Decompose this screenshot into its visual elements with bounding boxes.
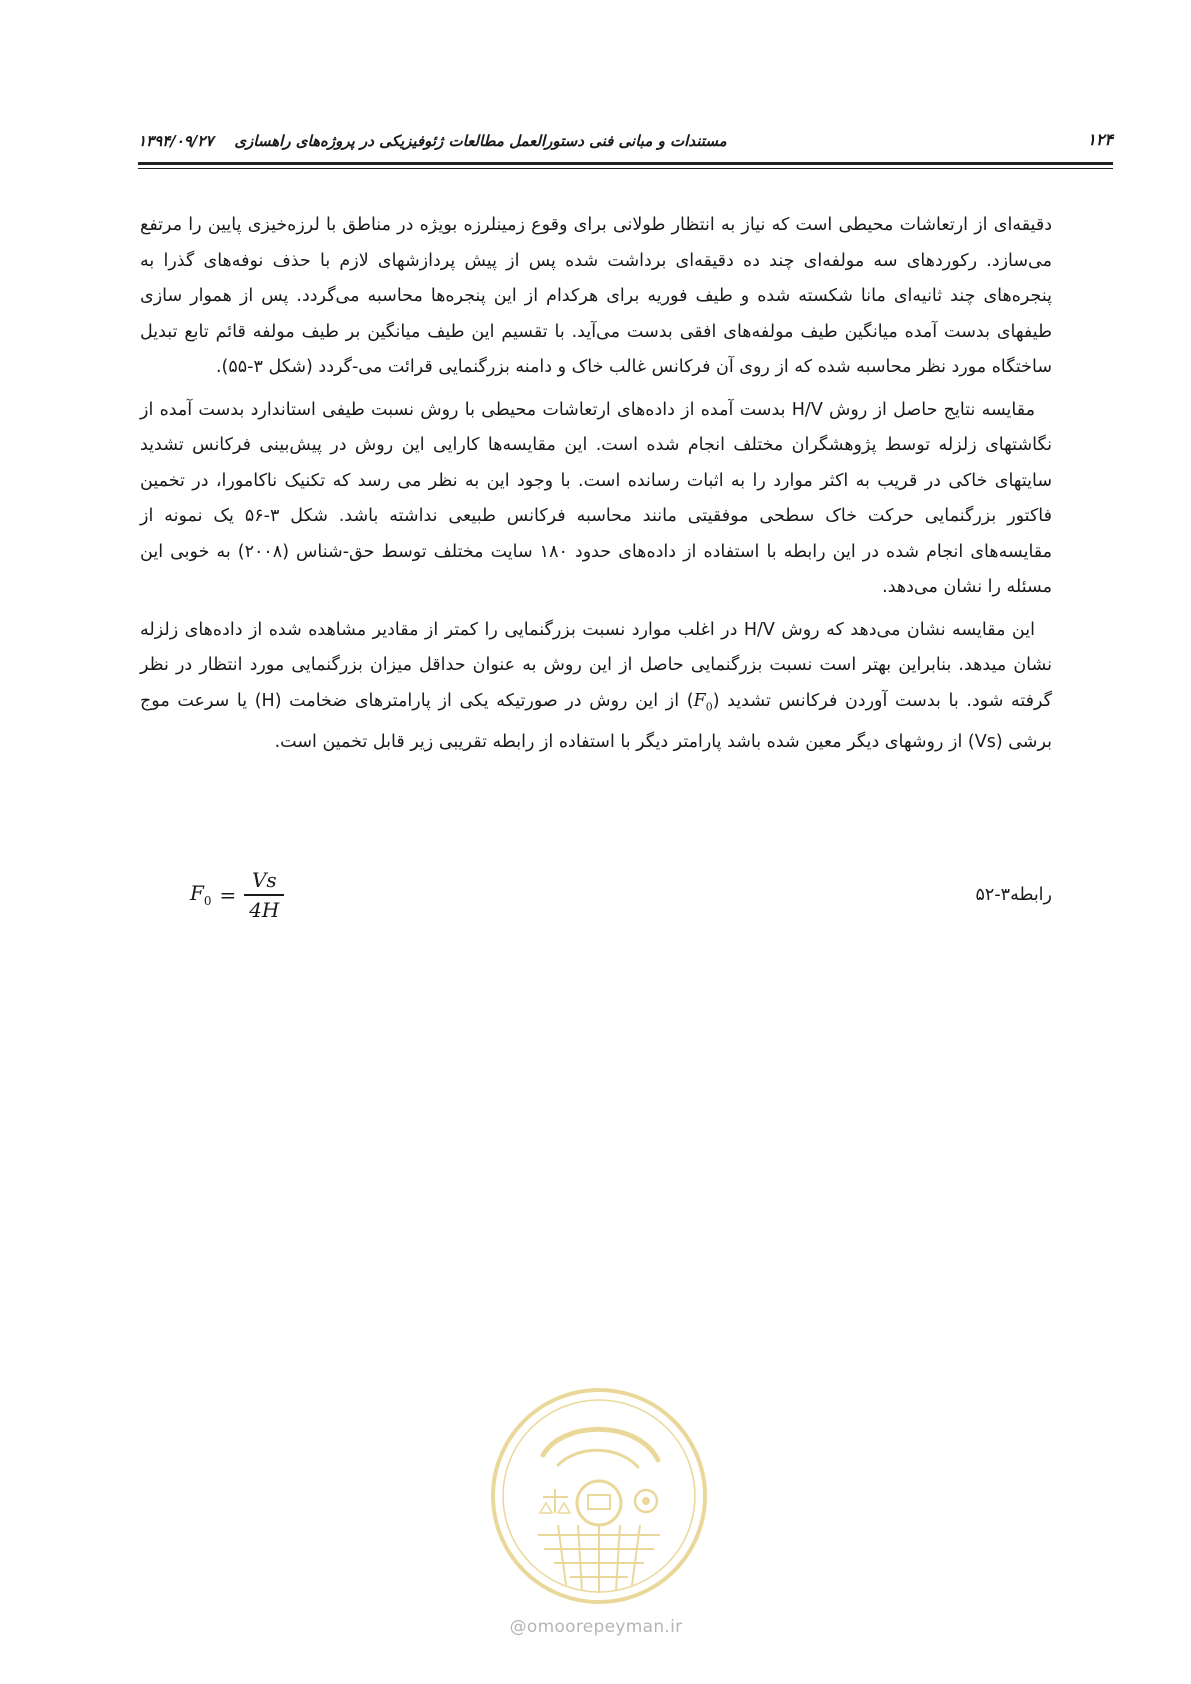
watermark-url [486,1617,706,1637]
equation-fraction [244,868,284,922]
header-rule-thick [138,162,1113,165]
equation-lhs-sub: 0 [203,894,212,909]
paragraph-3 [140,613,1052,761]
page-number: ۱۲۴ [1087,130,1113,149]
paragraph-3-part-2: ) از این روش در صورتیکه یکی از پارامترهای ضخامت (H) یا سرعت موج برشی (Vs) از روشهای دیگر معین شده باشد پارامتر دیگر با استفاده از رابطه تقریبی زیر قابل تخمین است. [140,690,1052,752]
header-title [138,132,727,150]
equation-lhs [190,881,212,908]
equation-numerator: Vs [251,868,277,892]
watermark-url-text: omoorepeyman.ir [526,1617,683,1637]
header-rule-thin [138,168,1113,169]
paragraph-1: دقیقه‌ای از ارتعاشات محیطی است که نیاز به انتظار طولانی برای وقوع زمینلرزه بویژه در مناطق با لرزه‌خیزی پایین را مرتفع می‌سازد. رکوردهای سه مولفه‌ای چند ده دقیقه‌ای برداشت شده پس از پیش پردازشهای لازم با حذف نوفه‌های گذرا به پنجره‌های چند ثانیه‌ای مانا شکسته شده و طیف فوریه برای هرکدام از این پنجره‌ها محاسبه می‌گردد. پس از هموار سازی طیفهای بدست آمده میانگین طیف مولفه‌های افقی بدست می‌آید. با تقسیم این طیف میانگین بر طیف مولفه قائم تابع تبدیل ساختگاه مورد نظر محاسبه شده که از روی آن فرکانس غالب خاک و دامنه بزرگنمایی قرائت می-گردد (شکل ۳-۵۵). [140,215,1052,377]
header-title-text: مستندات و مبانی فنی دستورالعمل مطالعات ژئوفیزیکی در پروژه‌های راهسازی [234,132,727,150]
page-header [138,126,1113,160]
equation-formula [190,868,284,922]
watermark-seal-icon [488,1385,710,1607]
equation-denominator: 4H [249,897,280,922]
equation-equals: = [219,882,237,907]
inline-symbol-base: F [693,690,706,711]
inline-symbol-sub: 0 [705,700,713,713]
equation-label: رابطه۳-۵۲ [975,885,1052,905]
body-text [140,208,1052,767]
watermark-at-icon: @ [509,1617,527,1637]
inline-symbol-f0 [694,691,713,711]
paragraph-3-part-1: این مقایسه نشان می‌دهد که روش H/V در اغلب موارد نسبت بزرگنمایی را کمتر از مقادیر مشاهده شده از داده‌های زلزله نشان میدهد. بنابراین بهتر است نسبت بزرگنمایی حاصل از این روش به عنوان حداقل میزان بزرگنمایی مورد انتظار در نظر گرفته شود. با بدست آوردن فرکانس تشدید ( [140,619,1053,711]
paragraph-2: مقایسه نتایج حاصل از روش H/V بدست آمده از داده‌های ارتعاشات محیطی با روش نسبت طیفی استاندارد بدست آمده از نگاشتهای زلزله توسط پژوهشگران مختلف انجام شده است. این مقایسه‌ها کارایی این روش در پیش‌بینی فرکانس تشدید سایتهای خاکی در قریب به اکثر موارد را به اثبات رسانده است. با وجود این به نظر می رسد که تکنیک ناکامورا، در تخمین فاکتور بزرگنمایی حرکت خاک سطحی موفقیتی مانند محاسبه فرکانس طبیعی نداشته باشد. شکل ۳-۵۶ یک نمونه از مقایسه‌های انجام شده در این رابطه با استفاده از داده‌های حدود ۱۸۰ سایت مختلف توسط حق-شناس (۲۰۰۸) به خوبی این مسئله را نشان می‌دهد. [140,399,1052,597]
equation-lhs-base: F [190,881,204,906]
header-date: ۱۳۹۴/۰۹/۲۷ [138,132,214,150]
